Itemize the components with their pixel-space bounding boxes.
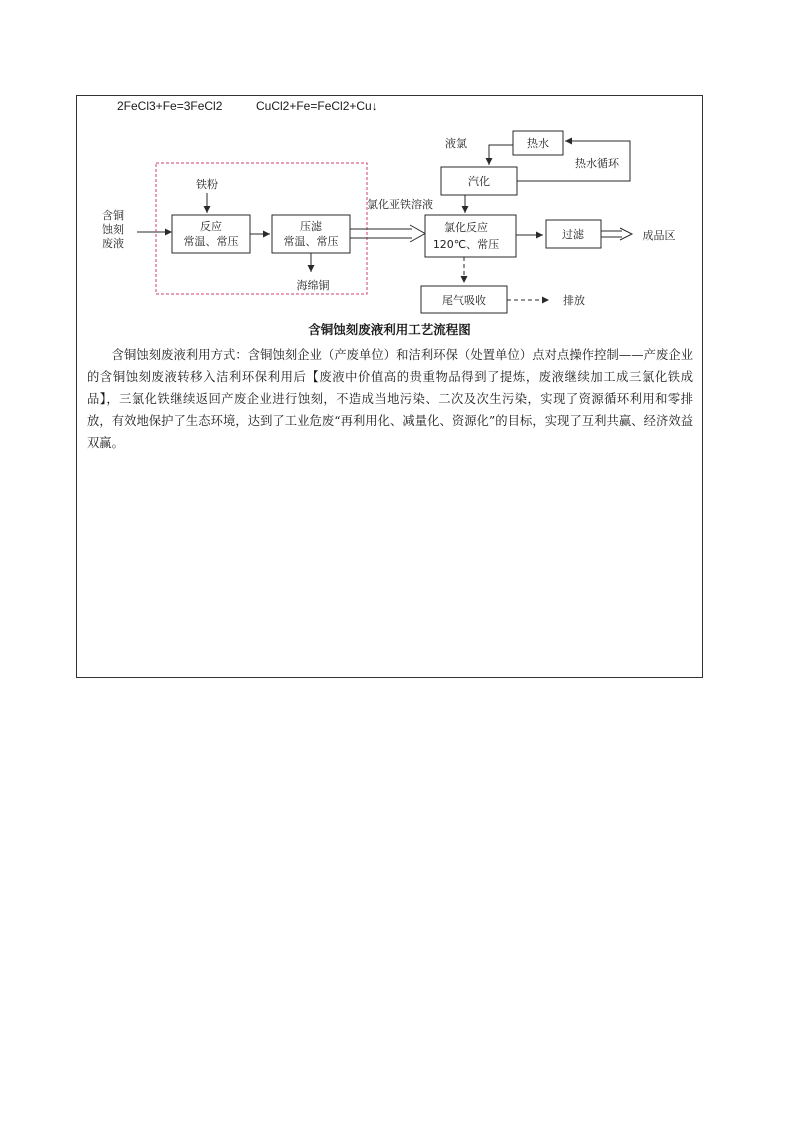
equation-copper-displacement: CuCl2+Fe=FeCl2+Cu↓ xyxy=(256,99,378,113)
discharge-label: 排放 xyxy=(563,294,585,307)
press-filter-title: 压滤 xyxy=(300,220,322,233)
input-label-line-2: 蚀刻 xyxy=(102,223,124,236)
tail-gas-label: 尾气吸收 xyxy=(442,294,486,307)
liquid-chlorine-label: 液氯 xyxy=(445,137,467,150)
hot-water-label: 热水 xyxy=(527,137,549,150)
double-arrow-head xyxy=(410,225,425,242)
hot-water-to-vaporize-arrow xyxy=(489,145,513,165)
equation-iron-reduction: 2FeCl3+Fe=3FeCl2 xyxy=(117,99,223,113)
input-label-line-3: 废液 xyxy=(102,237,124,250)
chlorination-title: 氯化反应 xyxy=(444,221,488,234)
press-filter-condition: 常温、常压 xyxy=(283,235,339,248)
figure-caption: 含铜蚀刻废液利用工艺流程图 xyxy=(308,322,471,337)
ferrous-chloride-label: 氯化亚铁溶液 xyxy=(367,198,433,211)
reaction-title: 反应 xyxy=(200,220,222,233)
iron-powder-label: 铁粉 xyxy=(196,178,218,191)
chlorination-condition: 120℃、常压 xyxy=(432,238,500,251)
process-flowchart xyxy=(0,0,793,340)
sponge-copper-label: 海绵铜 xyxy=(296,279,330,292)
filter-label: 过滤 xyxy=(562,228,584,241)
description-paragraph: 含铜蚀刻废液利用方式：含铜蚀刻企业（产废单位）和洁利环保（处置单位）点对点操作控制——产废企业的含铜蚀刻废液转移入洁利环保利用后【废液中价值高的贵重物品得到了提炼，废液继续加工成三氯化铁成品】，三氯化铁继续返回产废企业进行蚀刻，不造成当地污染、二次及次生污染，实现了资源循环利用和零排放，有效地保护了生态环境，达到了工业危废“再利用化、减量化、资源化”的目标，实现了互利共赢、经济效益双赢。 xyxy=(87,348,693,450)
product-area-label: 成品区 xyxy=(642,229,676,242)
reaction-condition: 常温、常压 xyxy=(183,235,239,248)
product-arrow-head xyxy=(620,228,632,240)
input-label-line-1: 含铜 xyxy=(102,209,124,222)
vaporize-label: 汽化 xyxy=(468,175,490,188)
hot-water-cycle-label: 热水循环 xyxy=(575,157,619,170)
